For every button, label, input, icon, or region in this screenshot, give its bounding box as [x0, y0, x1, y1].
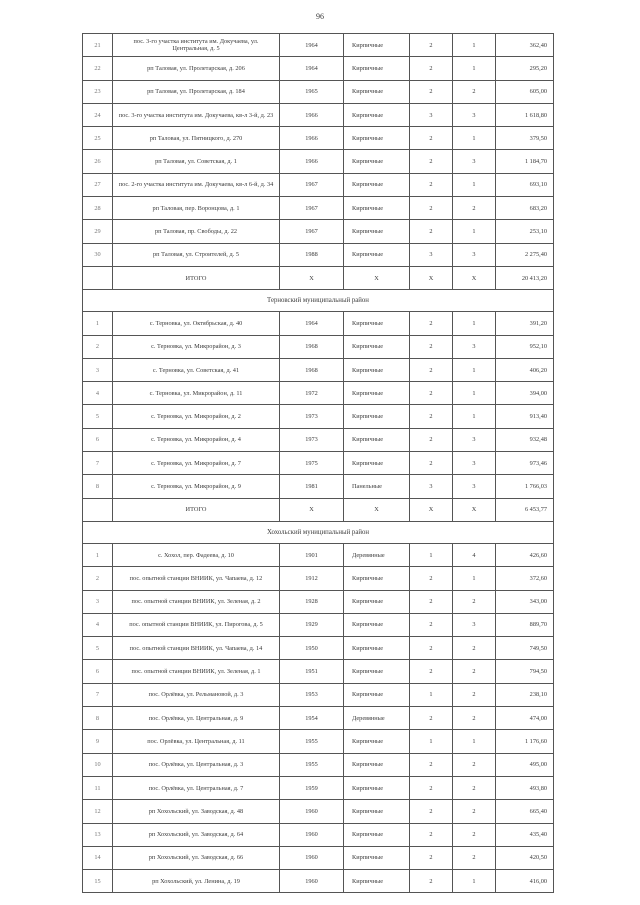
floors-cell: 2 [410, 358, 453, 381]
table-row [83, 452, 554, 475]
table-row [83, 543, 554, 566]
address-cell: пос. Орлёвка, ул. Центральная, д. 7 [113, 776, 280, 799]
material-cell: Кирпичные [344, 590, 410, 613]
total-entrances: X [453, 266, 496, 289]
material-cell: Кирпичные [344, 34, 410, 57]
row-number: 27 [83, 173, 113, 196]
table-row [83, 590, 554, 613]
floors-cell: 2 [410, 753, 453, 776]
address-cell: пос. опытной станции ВНИИК, ул. Зеленая, д. 2 [113, 590, 280, 613]
total-label: ИТОГО [113, 266, 280, 289]
row-number: 28 [83, 197, 113, 220]
section-title: Хохольский муниципальный район [83, 521, 554, 543]
floors-cell: 2 [410, 707, 453, 730]
row-number: 11 [83, 776, 113, 799]
entrances-cell: 3 [453, 335, 496, 358]
table-row [83, 730, 554, 753]
year-cell: 1981 [280, 475, 344, 498]
row-number: 6 [83, 428, 113, 451]
table-row [83, 335, 554, 358]
section-header-khokholsky [83, 521, 554, 543]
floors-cell: 1 [410, 543, 453, 566]
row-number: 7 [83, 452, 113, 475]
material-cell: Деревянные [344, 707, 410, 730]
entrances-cell: 1 [453, 870, 496, 893]
entrances-cell: 1 [453, 34, 496, 57]
year-cell: 1973 [280, 405, 344, 428]
area-cell: 932,48 [496, 428, 554, 451]
table-row [83, 57, 554, 80]
total-year: X [280, 266, 344, 289]
housing-table-body [83, 34, 554, 893]
row-number: 10 [83, 753, 113, 776]
area-cell: 1 184,70 [496, 150, 554, 173]
year-cell: 1966 [280, 103, 344, 126]
floors-cell: 3 [410, 103, 453, 126]
floors-cell: 2 [410, 870, 453, 893]
address-cell: пос. опытной станции ВНИИК, ул. Чапаева, д. 12 [113, 567, 280, 590]
year-cell: 1912 [280, 567, 344, 590]
material-cell: Кирпичные [344, 405, 410, 428]
material-cell: Кирпичные [344, 452, 410, 475]
table-row [83, 405, 554, 428]
table-row [83, 173, 554, 196]
table-row [83, 567, 554, 590]
area-cell: 605,00 [496, 80, 554, 103]
material-cell: Кирпичные [344, 382, 410, 405]
area-cell: 495,00 [496, 753, 554, 776]
entrances-cell: 1 [453, 730, 496, 753]
year-cell: 1928 [280, 590, 344, 613]
entrances-cell: 2 [453, 637, 496, 660]
row-number: 6 [83, 660, 113, 683]
housing-table [82, 33, 554, 893]
address-cell: пос. Орлёвка, ул. Центральная, д. 11 [113, 730, 280, 753]
year-cell: 1955 [280, 730, 344, 753]
entrances-cell: 2 [453, 590, 496, 613]
year-cell: 1964 [280, 34, 344, 57]
table-row [83, 358, 554, 381]
material-cell: Кирпичные [344, 776, 410, 799]
row-number: 4 [83, 382, 113, 405]
floors-cell: 2 [410, 567, 453, 590]
table-row [83, 707, 554, 730]
material-cell: Кирпичные [344, 823, 410, 846]
row-number: 2 [83, 335, 113, 358]
floors-cell: 2 [410, 776, 453, 799]
year-cell: 1955 [280, 753, 344, 776]
material-cell: Кирпичные [344, 753, 410, 776]
entrances-cell: 1 [453, 567, 496, 590]
address-cell: с. Терновка, ул. Октябрьская, д. 40 [113, 312, 280, 335]
material-cell: Кирпичные [344, 80, 410, 103]
material-cell: Кирпичные [344, 127, 410, 150]
material-cell: Кирпичные [344, 567, 410, 590]
row-number: 13 [83, 823, 113, 846]
table-row [83, 243, 554, 266]
year-cell: 1960 [280, 846, 344, 869]
material-cell: Кирпичные [344, 870, 410, 893]
year-cell: 1960 [280, 823, 344, 846]
floors-cell: 2 [410, 127, 453, 150]
entrances-cell: 1 [453, 358, 496, 381]
year-cell: 1966 [280, 127, 344, 150]
year-cell: 1959 [280, 776, 344, 799]
entrances-cell: 2 [453, 753, 496, 776]
area-cell: 794,50 [496, 660, 554, 683]
year-cell: 1929 [280, 613, 344, 636]
address-cell: с. Терновка, ул. Микрорайон, д. 4 [113, 428, 280, 451]
table-row [83, 150, 554, 173]
address-cell: пос. Орлёвка, ул. Центральная, д. 9 [113, 707, 280, 730]
row-number: 1 [83, 312, 113, 335]
area-cell: 426,60 [496, 543, 554, 566]
area-cell: 362,40 [496, 34, 554, 57]
year-cell: 1968 [280, 358, 344, 381]
floors-cell: 3 [410, 243, 453, 266]
row-number: 21 [83, 34, 113, 57]
row-number: 12 [83, 800, 113, 823]
address-cell: с. Терновка, ул. Микрорайон, д. 9 [113, 475, 280, 498]
floors-cell: 2 [410, 800, 453, 823]
floors-cell: 1 [410, 683, 453, 706]
table-row [83, 637, 554, 660]
year-cell: 1965 [280, 80, 344, 103]
year-cell: 1954 [280, 707, 344, 730]
area-cell: 420,50 [496, 846, 554, 869]
year-cell: 1901 [280, 543, 344, 566]
table-row [83, 103, 554, 126]
entrances-cell: 2 [453, 707, 496, 730]
table-row [83, 776, 554, 799]
total-material: X [344, 266, 410, 289]
area-cell: 295,20 [496, 57, 554, 80]
address-cell: пос. опытной станции ВНИИК, ул. Пирогова, д. 5 [113, 613, 280, 636]
total-row [83, 498, 554, 521]
row-number: 5 [83, 405, 113, 428]
address-cell: с. Терновка, ул. Советская, д. 41 [113, 358, 280, 381]
floors-cell: 2 [410, 823, 453, 846]
total-area: 6 453,77 [496, 498, 554, 521]
row-number: 7 [83, 683, 113, 706]
row-number: 3 [83, 358, 113, 381]
area-cell: 665,40 [496, 800, 554, 823]
address-cell: рп Таловая, пер. Воронцова, д. 1 [113, 197, 280, 220]
address-cell: рп Таловая, пр. Свободы, д. 22 [113, 220, 280, 243]
area-cell: 391,20 [496, 312, 554, 335]
row-number: 25 [83, 127, 113, 150]
entrances-cell: 2 [453, 80, 496, 103]
row-number: 30 [83, 243, 113, 266]
table-row [83, 823, 554, 846]
row-number: 8 [83, 707, 113, 730]
address-cell: пос. опытной станции ВНИИК, ул. Чапаева, д. 14 [113, 637, 280, 660]
row-number: 1 [83, 543, 113, 566]
total-floors: X [410, 266, 453, 289]
area-cell: 973,46 [496, 452, 554, 475]
material-cell: Кирпичные [344, 800, 410, 823]
area-cell: 394,00 [496, 382, 554, 405]
floors-cell: 2 [410, 173, 453, 196]
area-cell: 2 275,40 [496, 243, 554, 266]
area-cell: 416,00 [496, 870, 554, 893]
page-number: 96 [316, 12, 324, 21]
material-cell: Панельные [344, 475, 410, 498]
table-row [83, 870, 554, 893]
year-cell: 1966 [280, 150, 344, 173]
address-cell: пос. 2-го участка института им. Докучаева, кв-л 6-й, д. 34 [113, 173, 280, 196]
area-cell: 343,00 [496, 590, 554, 613]
floors-cell: 2 [410, 405, 453, 428]
total-year: X [280, 498, 344, 521]
address-cell: с. Терновка, ул. Микрорайон, д. 11 [113, 382, 280, 405]
year-cell: 1964 [280, 312, 344, 335]
year-cell: 1973 [280, 428, 344, 451]
year-cell: 1988 [280, 243, 344, 266]
year-cell: 1975 [280, 452, 344, 475]
floors-cell: 2 [410, 846, 453, 869]
entrances-cell: 1 [453, 405, 496, 428]
material-cell: Кирпичные [344, 103, 410, 126]
row-number: 15 [83, 870, 113, 893]
material-cell: Кирпичные [344, 173, 410, 196]
floors-cell: 2 [410, 613, 453, 636]
material-cell: Кирпичные [344, 312, 410, 335]
row-number: 22 [83, 57, 113, 80]
table-row [83, 800, 554, 823]
total-area: 20 413,20 [496, 266, 554, 289]
floors-cell: 2 [410, 335, 453, 358]
entrances-cell: 3 [453, 475, 496, 498]
year-cell: 1953 [280, 683, 344, 706]
entrances-cell: 3 [453, 150, 496, 173]
material-cell: Кирпичные [344, 846, 410, 869]
row-number: 2 [83, 567, 113, 590]
floors-cell: 2 [410, 220, 453, 243]
total-floors: X [410, 498, 453, 521]
entrances-cell: 2 [453, 776, 496, 799]
floors-cell: 2 [410, 150, 453, 173]
floors-cell: 2 [410, 312, 453, 335]
material-cell: Кирпичные [344, 57, 410, 80]
area-cell: 493,80 [496, 776, 554, 799]
row-number: 8 [83, 475, 113, 498]
floors-cell: 2 [410, 452, 453, 475]
address-cell: рп Таловая, ул. Пролетарская, д. 184 [113, 80, 280, 103]
row-number: 14 [83, 846, 113, 869]
floors-cell: 2 [410, 637, 453, 660]
floors-cell: 3 [410, 475, 453, 498]
entrances-cell: 4 [453, 543, 496, 566]
material-cell: Кирпичные [344, 150, 410, 173]
area-cell: 379,50 [496, 127, 554, 150]
year-cell: 1960 [280, 800, 344, 823]
material-cell: Кирпичные [344, 358, 410, 381]
area-cell: 238,10 [496, 683, 554, 706]
address-cell: рп Хохольский, ул. Заводская, д. 64 [113, 823, 280, 846]
entrances-cell: 1 [453, 127, 496, 150]
material-cell: Кирпичные [344, 613, 410, 636]
table-row [83, 683, 554, 706]
address-cell: пос. 3-го участка института им. Докучаева, кв-л 3-й, д. 23 [113, 103, 280, 126]
address-cell: с. Терновка, ул. Микрорайон, д. 3 [113, 335, 280, 358]
section-title: Терновский муниципальный район [83, 290, 554, 312]
area-cell: 372,60 [496, 567, 554, 590]
material-cell: Кирпичные [344, 730, 410, 753]
floors-cell: 2 [410, 34, 453, 57]
year-cell: 1951 [280, 660, 344, 683]
row-number: 24 [83, 103, 113, 126]
section-header-ternovsky [83, 290, 554, 312]
floors-cell: 2 [410, 57, 453, 80]
table-row [83, 220, 554, 243]
area-cell: 253,10 [496, 220, 554, 243]
floors-cell: 1 [410, 730, 453, 753]
area-cell: 693,10 [496, 173, 554, 196]
material-cell: Кирпичные [344, 637, 410, 660]
entrances-cell: 2 [453, 683, 496, 706]
area-cell: 1 766,03 [496, 475, 554, 498]
table-row [83, 127, 554, 150]
area-cell: 406,20 [496, 358, 554, 381]
entrances-cell: 1 [453, 312, 496, 335]
table-row [83, 80, 554, 103]
year-cell: 1972 [280, 382, 344, 405]
year-cell: 1967 [280, 173, 344, 196]
material-cell: Кирпичные [344, 243, 410, 266]
table-row [83, 846, 554, 869]
material-cell: Кирпичные [344, 428, 410, 451]
area-cell: 435,40 [496, 823, 554, 846]
address-cell: с. Терновка, ул. Микрорайон, д. 7 [113, 452, 280, 475]
row-number: 5 [83, 637, 113, 660]
row-number: 4 [83, 613, 113, 636]
table-row [83, 312, 554, 335]
entrances-cell: 1 [453, 382, 496, 405]
area-cell: 952,10 [496, 335, 554, 358]
area-cell: 749,50 [496, 637, 554, 660]
entrances-cell: 2 [453, 660, 496, 683]
entrances-cell: 1 [453, 57, 496, 80]
table-row [83, 475, 554, 498]
entrances-cell: 1 [453, 220, 496, 243]
address-cell: пос. Орлёвка, ул. Центральная, д. 3 [113, 753, 280, 776]
entrances-cell: 3 [453, 243, 496, 266]
empty-cell [83, 266, 113, 289]
area-cell: 913,40 [496, 405, 554, 428]
material-cell: Кирпичные [344, 660, 410, 683]
material-cell: Кирпичные [344, 335, 410, 358]
total-label: ИТОГО [113, 498, 280, 521]
floors-cell: 2 [410, 382, 453, 405]
floors-cell: 2 [410, 197, 453, 220]
area-cell: 474,00 [496, 707, 554, 730]
entrances-cell: 3 [453, 103, 496, 126]
floors-cell: 2 [410, 80, 453, 103]
entrances-cell: 2 [453, 197, 496, 220]
empty-cell [83, 498, 113, 521]
table-row [83, 753, 554, 776]
row-number: 3 [83, 590, 113, 613]
entrances-cell: 2 [453, 823, 496, 846]
year-cell: 1960 [280, 870, 344, 893]
year-cell: 1967 [280, 197, 344, 220]
total-row [83, 266, 554, 289]
floors-cell: 2 [410, 590, 453, 613]
area-cell: 889,70 [496, 613, 554, 636]
table-row [83, 382, 554, 405]
material-cell: Деревянные [344, 543, 410, 566]
floors-cell: 2 [410, 660, 453, 683]
row-number: 9 [83, 730, 113, 753]
row-number: 23 [83, 80, 113, 103]
area-cell: 1 618,80 [496, 103, 554, 126]
row-number: 29 [83, 220, 113, 243]
entrances-cell: 2 [453, 800, 496, 823]
area-cell: 1 176,60 [496, 730, 554, 753]
address-cell: рп Хохольский, ул. Заводская, д. 66 [113, 846, 280, 869]
address-cell: рп Таловая, ул. Пятницкого, д. 270 [113, 127, 280, 150]
address-cell: рп Таловая, ул. Строителей, д. 5 [113, 243, 280, 266]
table-row [83, 428, 554, 451]
address-cell: пос. Орлёвка, ул. Рельмановой, д. 3 [113, 683, 280, 706]
entrances-cell: 3 [453, 428, 496, 451]
address-cell: рп Таловая, ул. Советская, д. 1 [113, 150, 280, 173]
material-cell: Кирпичные [344, 683, 410, 706]
total-material: X [344, 498, 410, 521]
entrances-cell: 3 [453, 613, 496, 636]
table-row [83, 660, 554, 683]
floors-cell: 2 [410, 428, 453, 451]
address-cell: рп Хохольский, ул. Ленина, д. 19 [113, 870, 280, 893]
entrances-cell: 1 [453, 173, 496, 196]
year-cell: 1964 [280, 57, 344, 80]
address-cell: с. Хохол, пер. Фадеева, д. 10 [113, 543, 280, 566]
entrances-cell: 2 [453, 846, 496, 869]
table-row [83, 34, 554, 57]
year-cell: 1950 [280, 637, 344, 660]
material-cell: Кирпичные [344, 220, 410, 243]
table-row [83, 613, 554, 636]
material-cell: Кирпичные [344, 197, 410, 220]
total-entrances: X [453, 498, 496, 521]
row-number: 26 [83, 150, 113, 173]
address-cell: пос. опытной станции ВНИИК, ул. Зеленая, д. 1 [113, 660, 280, 683]
address-cell: рп Хохольский, ул. Заводская, д. 48 [113, 800, 280, 823]
entrances-cell: 3 [453, 452, 496, 475]
table-row [83, 197, 554, 220]
year-cell: 1967 [280, 220, 344, 243]
address-cell: с. Терновка, ул. Микрорайон, д. 2 [113, 405, 280, 428]
year-cell: 1968 [280, 335, 344, 358]
address-cell: пос. 3-го участка института им. Докучаева, ул. Центральная, д. 5 [113, 34, 280, 57]
area-cell: 683,20 [496, 197, 554, 220]
address-cell: рп Таловая, ул. Пролетарская, д. 206 [113, 57, 280, 80]
